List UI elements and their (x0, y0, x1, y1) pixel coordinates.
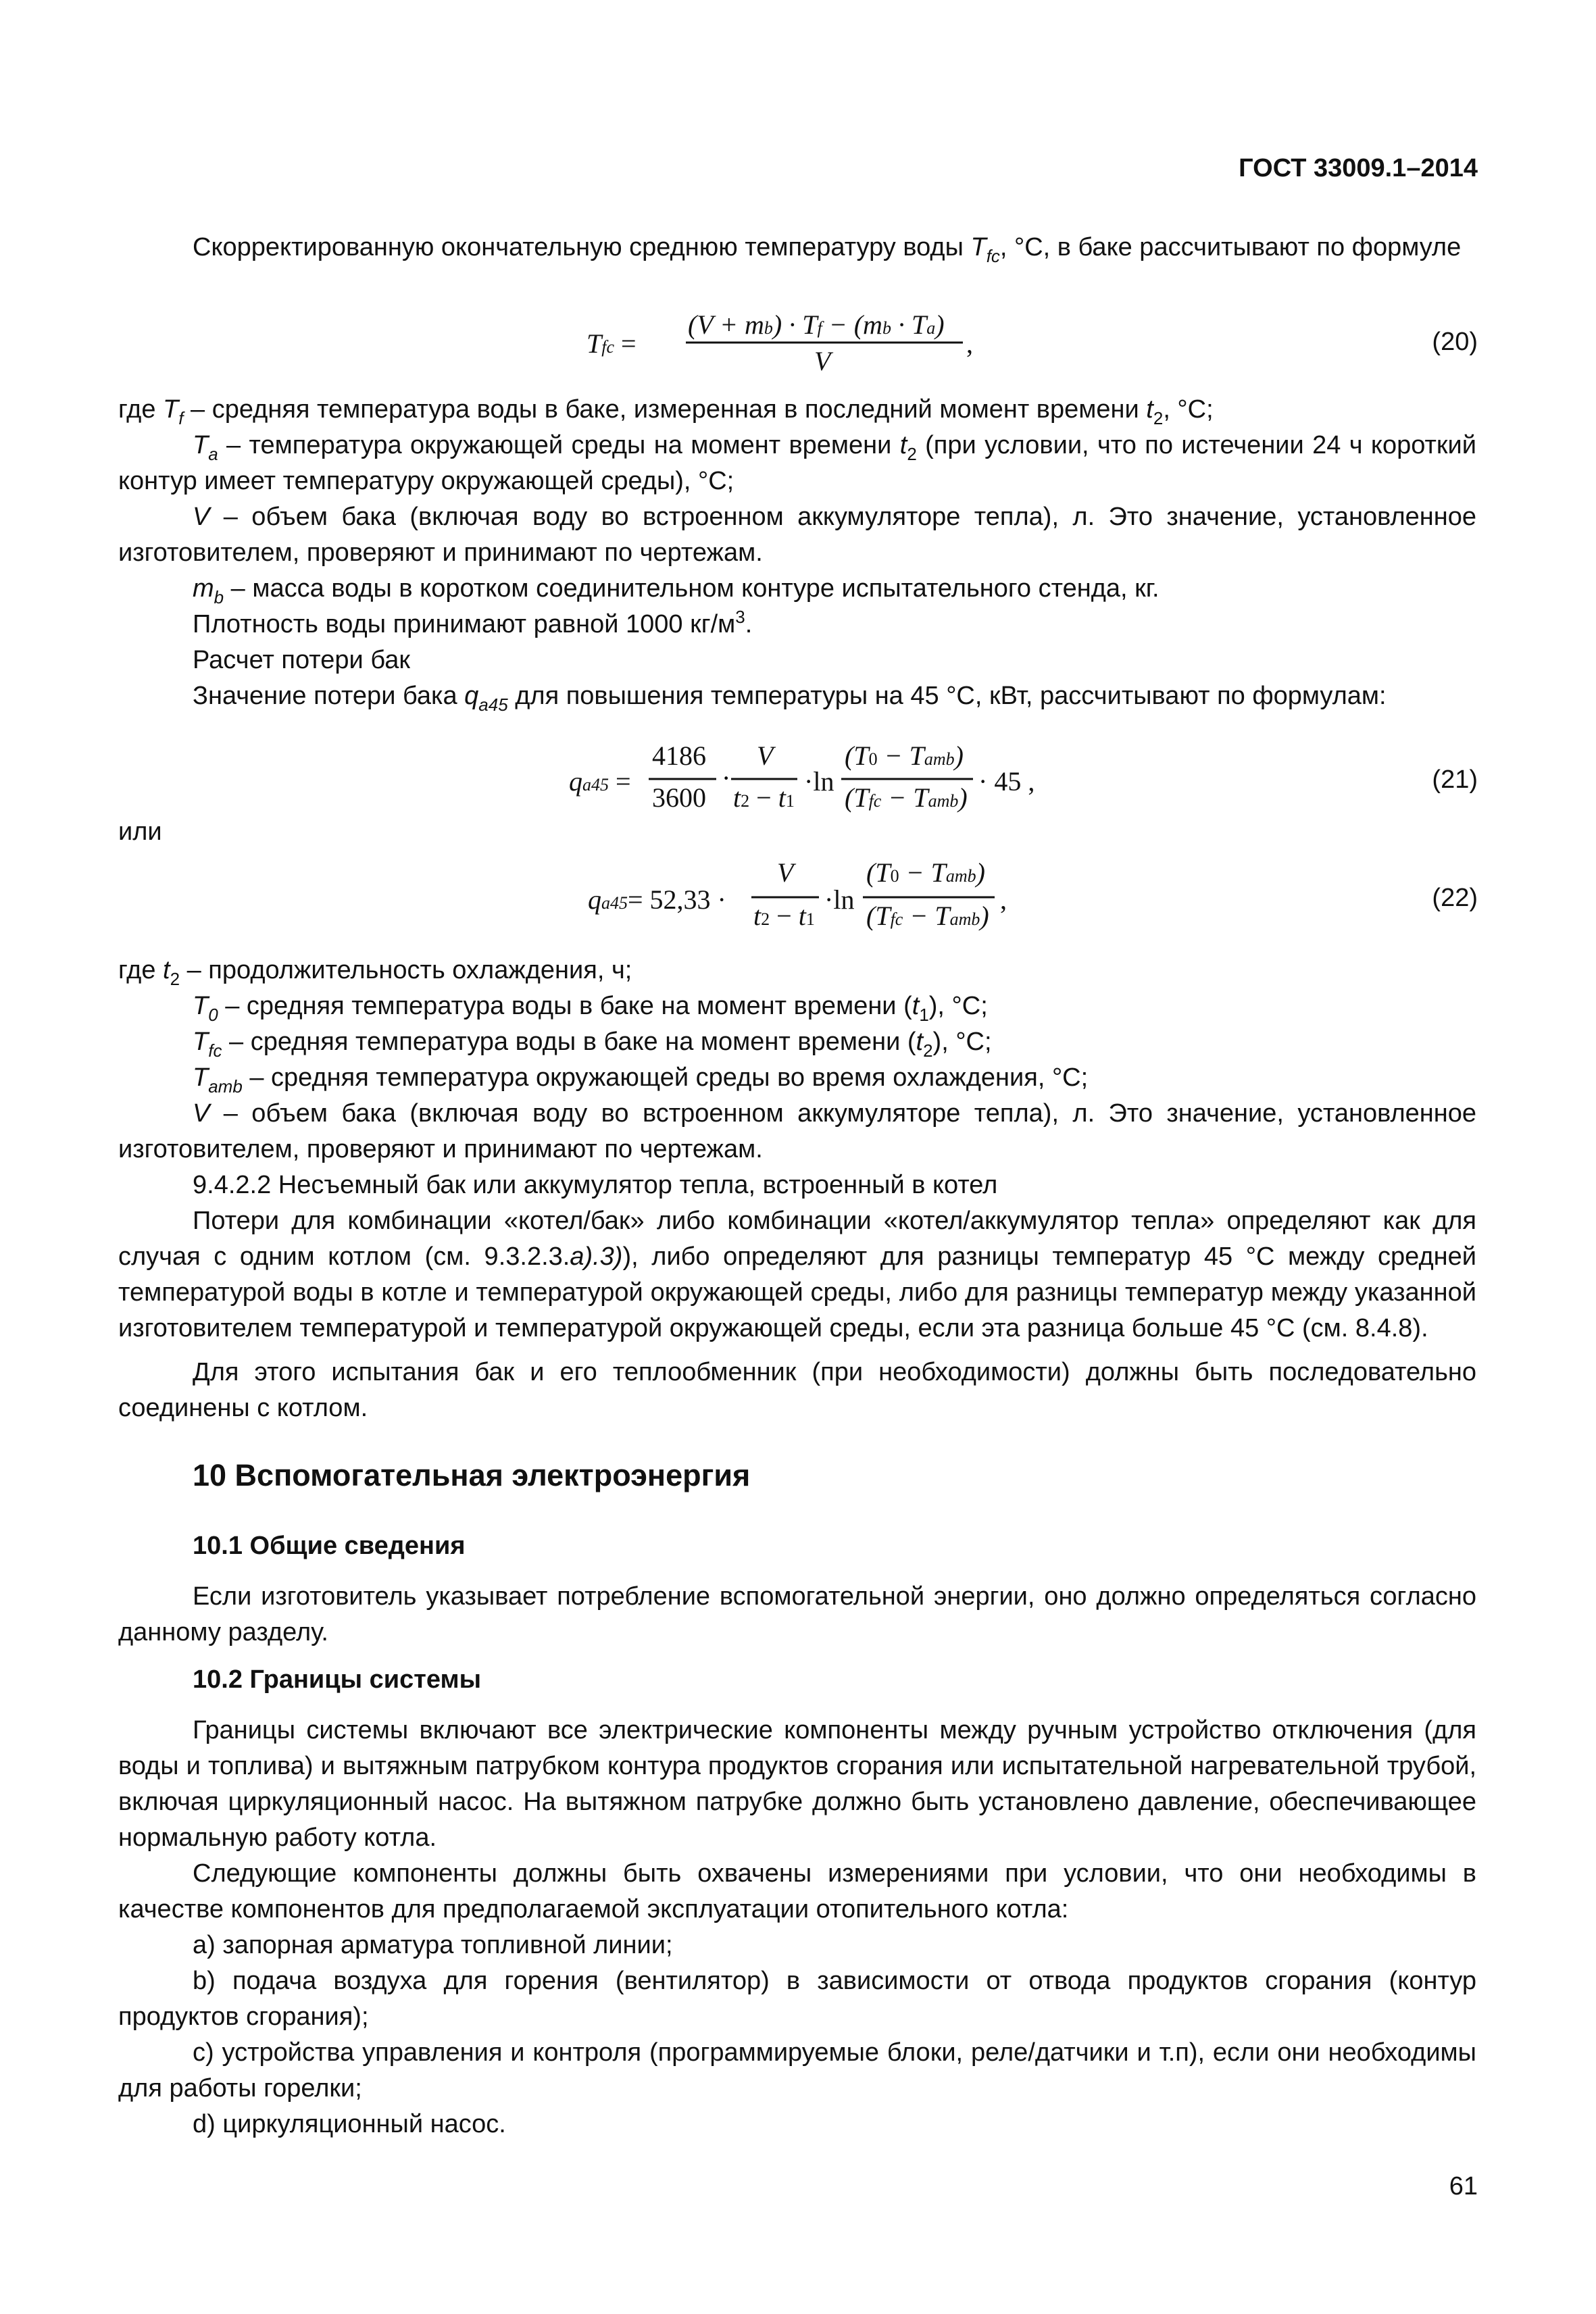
definition-ta: $T_a$ – температура окружающей среды на момент времени $t_2$ (при условии, что по истечении 24 ч короткий контур имеет температуру окружающей среды), °С; (118, 431, 1476, 495)
svg-text:·: · (722, 763, 731, 793)
formula-20: Tfc = (V + mb) · Tf − (mb · Ta) V , (20) (0, 301, 1596, 382)
section-10-2-paragraph-2: Следующие компоненты должны быть охвачены измерениями при условии, что они необходимы в качестве компонентов для предполагаемой эксплуатации отопительного котла: (118, 1859, 1476, 1923)
section-9422-paragraph-1: Потери для комбинации «котел/бак» либо комбинации «котел/аккумулятор тепла» определяют как для случая с одним котлом (см. 9.3.2.3.а).3)), либо определяют для разницы температур 45 °С между средней температурой воды в котле и температурой окружающей среды, либо для разницы температур между указанной изготовителем температурой и температурой окружающей среды, если эта разница больше 45 °С (см. 8.4.8). (118, 1207, 1476, 1342)
section-10-2-paragraph-1: Границы системы включают все электрические компоненты между ручным устройство отключения (для воды и топлива) и вытяжным патрубком контура продуктов сгорания или испытательной нагревательной трубой, включая циркуляционный насос. На вытяжном патрубке должно быть установлено давление, обеспечивающее нормальную работу котла. (118, 1716, 1476, 1852)
page-number: 61 (1449, 2172, 1478, 2200)
formula-22: qa45= 52,33 · V t2 − t1 ·ln (T0 − Tamb) (Tfc − Tamb) , (22) (0, 857, 1596, 945)
formula-20-fraction-bar (0, 301, 1596, 382)
paragraph-tfc-intro: Скорректированную окончательную среднюю температуру воды $T_{fc}$, °С, в баке рассчитывают по формуле (193, 233, 1462, 266)
definition-tf: где $T_f$ – средняя температура воды в баке, измеренная в последний момент времени $t_2$, °С; (118, 395, 1214, 428)
list-item-a: а) запорная арматура топливной линии; (193, 1931, 673, 1959)
equation-number-22: (22) (1432, 884, 1478, 912)
formula-22-fraction-bars (0, 857, 1596, 945)
formula-21: qa45 = 4186 3600 V t2 − t1 ·ln (T0 − Tamb) (Tfc − Tamb) · · 45 , (21) (0, 740, 1596, 828)
section-10-heading: 10 Вспомогательная электроэнергия (193, 1458, 751, 1492)
section-9422-title: 9.4.2.2 Несъемный бак или аккумулятор тепла, встроенный в котел (193, 1171, 998, 1199)
equation-number-20: (20) (1432, 328, 1478, 356)
equation-number-21: (21) (1432, 765, 1478, 794)
definition-mb: $m_b$ – масса воды в коротком соединительном контуре испытательного стенда, кг. (193, 574, 1159, 607)
or-text: или (118, 818, 162, 846)
section-10-1-heading: 10.1 Общие сведения (193, 1532, 466, 1560)
section-10-1-text: Если изготовитель указывает потребление вспомогательной энергии, оно должно определяться согласно данному разделу. (118, 1582, 1476, 1646)
formula-20-numerator: (V + mb) · Tf − (mb · Ta) (688, 309, 945, 340)
definition-tamb: $T_{amb}$ – средняя температура окружающей среды во время охлаждения, °С; (193, 1063, 1089, 1097)
list-item-c: c) устройства управления и контроля (программируемые блоки, реле/датчики и т.п), если они необходимы для работы горелки; (118, 2038, 1476, 2103)
definition-t2: где $t_2$ – продолжительность охлаждения, ч; (118, 956, 632, 989)
loss-calc-title: Расчет потери бак (193, 646, 410, 674)
section-10-2-heading: 10.2 Границы системы (193, 1665, 482, 1694)
definition-t0: $T_0$ – средняя температура воды в баке на момент времени $(t_1)$, °С; (193, 992, 988, 1025)
density-note: Плотность воды принимают равной 1000 $кг/м^3$. (193, 607, 753, 638)
section-9422-paragraph-2: Для этого испытания бак и его теплообменник (при необходимости) должны быть последовательно соединены с котлом. (118, 1358, 1476, 1422)
definition-v: V – объем бака (включая воду во встроенном аккумуляторе тепла), л. Это значение, установленное изготовителем, проверяют и принимают по чертежам. (118, 503, 1476, 567)
standard-number: ГОСТ 33009.1–2014 (1239, 154, 1478, 182)
definition-tfc: $T_{fc}$ – средняя температура воды в баке на момент времени $(t_2)$, °С; (193, 1028, 992, 1061)
list-item-b: b) подача воздуха для горения (вентилятор) в зависимости от отвода продуктов сгорания (контур продуктов сгорания); (118, 1967, 1476, 2031)
list-item-d: d) циркуляционный насос. (193, 2110, 506, 2138)
loss-intro: Значение потери бака $q_{a45}$ для повышения температуры на 45 °С, кВт, рассчитывают по формулам: (193, 682, 1387, 715)
definition-v-2: V – объем бака (включая воду во встроенном аккумуляторе тепла), л. Это значение, установленное изготовителем, проверяют и принимают по чертежам. (118, 1099, 1476, 1163)
